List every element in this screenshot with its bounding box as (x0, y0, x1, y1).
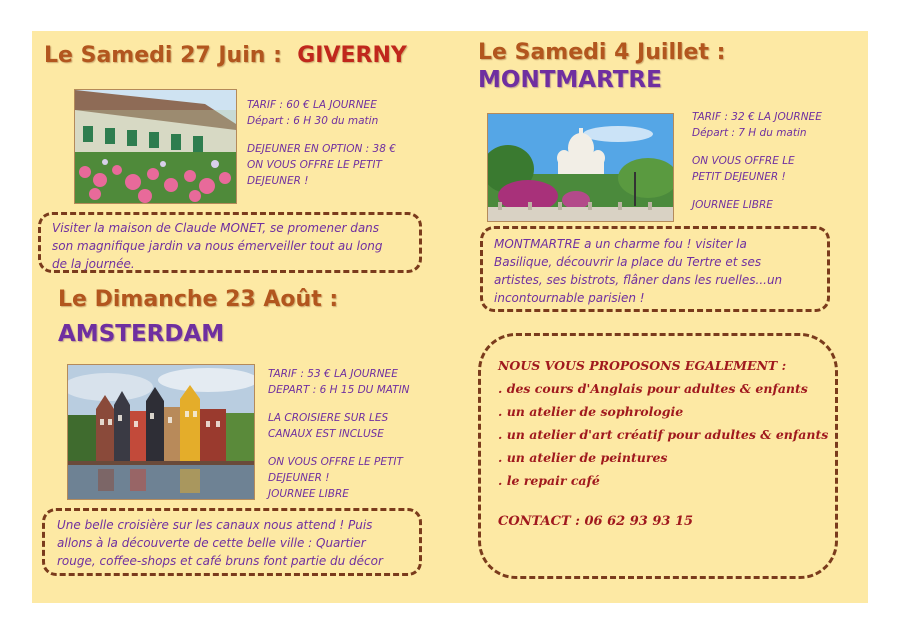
amsterdam-info (268, 366, 410, 502)
montmartre-description-line: artistes, ses bistrots, flâner dans les ruelles...un (494, 273, 783, 287)
giverny-place: GIVERNY (297, 43, 407, 68)
amsterdam-free-day: JOURNEE LIBRE (268, 488, 349, 500)
amsterdam-date: Le Dimanche 23 Août : (58, 287, 339, 312)
montmartre-description-line: MONTMARTRE a un charme fou ! visiter la (494, 237, 747, 251)
offer-item-english: . des cours d'Anglais pour adultes & enfants (498, 381, 808, 396)
giverny-title (44, 43, 407, 68)
giverny-info (247, 97, 396, 189)
amsterdam-price: TARIF : 53 € LA JOURNEE (268, 368, 398, 380)
amsterdam-breakfast-line1: ON VOUS OFFRE LE PETIT (268, 456, 403, 468)
giverny-date: Le Samedi 27 Juin : (44, 43, 282, 68)
amsterdam-description-line: Une belle croisière sur les canaux nous attend ! Puis (57, 518, 373, 532)
offer-item-art: . un atelier d'art créatif pour adultes & enfants (498, 427, 829, 442)
montmartre-photo (487, 113, 674, 222)
giverny-photo (74, 89, 237, 204)
montmartre-description-box (480, 226, 830, 312)
amsterdam-place: AMSTERDAM (58, 321, 225, 347)
giverny-breakfast-line2: DEJEUNER ! (247, 175, 309, 187)
amsterdam-breakfast-line2: DEJEUNER ! (268, 472, 330, 484)
montmartre-breakfast-line1: ON VOUS OFFRE LE (692, 155, 795, 167)
giverny-description-line: Visiter la maison de Claude MONET, se promener dans (52, 221, 380, 235)
montmartre-info (692, 109, 822, 213)
amsterdam-description-box (42, 508, 422, 576)
giverny-price: TARIF : 60 € LA JOURNEE (247, 99, 377, 111)
giverny-departure: Départ : 6 H 30 du matin (247, 115, 379, 127)
montmartre-description-line: incontournable parisien ! (494, 291, 645, 305)
giverny-description-line: son magnifique jardin va nous émerveiller tout au long (52, 239, 383, 253)
montmartre-free-day: JOURNEE LIBRE (692, 199, 773, 211)
offer-heading: NOUS VOUS PROPOSONS EGALEMENT : (498, 358, 787, 373)
montmartre-breakfast-line2: PETIT DEJEUNER ! (692, 171, 786, 183)
offer-item-sophrology: . un atelier de sophrologie (498, 404, 684, 419)
amsterdam-cruise-line2: CANAUX EST INCLUSE (268, 428, 384, 440)
montmartre-price: TARIF : 32 € LA JOURNEE (692, 111, 822, 123)
montmartre-description-line: Basilique, découvrir la place du Tertre et ses (494, 255, 762, 269)
activities-offer-box (478, 333, 838, 579)
giverny-breakfast-line1: ON VOUS OFFRE LE PETIT (247, 159, 382, 171)
offer-item-repair-cafe: . le repair café (498, 473, 600, 488)
montmartre-place: MONTMARTRE (478, 67, 662, 93)
giverny-description-box (38, 212, 422, 273)
amsterdam-departure: DEPART : 6 H 15 DU MATIN (268, 384, 410, 396)
montmartre-departure: Départ : 7 H du matin (692, 127, 807, 139)
montmartre-date: Le Samedi 4 Juillet : (478, 40, 726, 65)
giverny-description-line: de la journée. (52, 257, 135, 271)
amsterdam-cruise-line1: LA CROISIERE SUR LES (268, 412, 389, 424)
contact-phone: CONTACT : 06 62 93 93 15 (498, 514, 694, 529)
amsterdam-photo (67, 364, 255, 500)
offer-item-painting: . un atelier de peintures (498, 450, 668, 465)
giverny-lunch-option: DEJEUNER EN OPTION : 38 € (247, 143, 396, 155)
amsterdam-description-line: allons à la découverte de cette belle ville : Quartier (57, 536, 366, 550)
amsterdam-description-line: rouge, coffee-shops et café bruns font partie du décor (57, 554, 383, 568)
